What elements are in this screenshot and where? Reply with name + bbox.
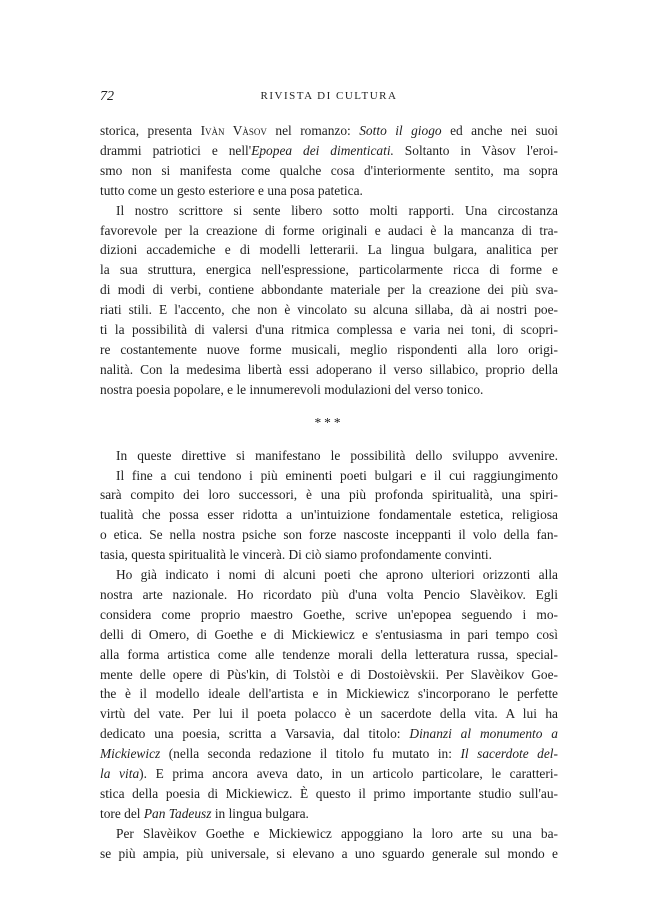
text-line: riati stili. E l'accento, che non è vincolato su alcuna sillaba, dà ai nostri poe- (100, 302, 558, 318)
author-name: Ivàn Vàsov (200, 123, 267, 138)
text-line: re costantemente nuove forme musicali, meglio rispondenti alla loro origi- (100, 341, 558, 357)
article-body (100, 121, 558, 864)
text-line: o etica. Se nella nostra psiche son forze nascoste inceppanti il volo della fan- (100, 527, 558, 543)
text-line: drammi patriotici e nell'Epopea dei dimenticati. Soltanto in Vàsov l'eroi- (100, 142, 559, 158)
text-line: virtù del vate. Per lui il poeta polacco è un sacerdote della vita. A lui ha (100, 706, 558, 722)
text-line: Mickiewicz (nella seconda redazione il titolo fu mutato in: Il sacerdote del- (100, 746, 558, 762)
work-title: Sotto il giogo (359, 123, 442, 138)
text-line: tore del Pan Tadeusz in lingua bulgara. (100, 805, 309, 821)
text-line: In queste direttive si manifestano le possibilità dello sviluppo avvenire. (116, 447, 558, 463)
text-line: dedicato una poesia, scritta a Varsavia, dal titolo: Dinanzi al monumento a (100, 726, 559, 742)
text-line: tasia, questa spiritualità le vincerà. Di ciò siamo profondamente convinti. (100, 547, 492, 563)
text-line: considera come proprio maestro Goethe, scrive un'epopea seguendo i mo- (100, 606, 558, 622)
text-line: storica, presenta Ivàn Vàsov nel romanzo: Sotto il giogo ed anche nei suoi (100, 123, 558, 138)
text-line: delli di Omero, di Goethe e di Mickiewicz e s'entusiasma in pari tempo così (100, 626, 558, 642)
text-line: di modi di verbi, contiene abbondante materiale per la creazione dei più sva- (100, 282, 558, 298)
section-divider: *** (314, 414, 344, 430)
text-line: la sua struttura, energica nell'espressione, particolarmente ricca di forme e (100, 262, 558, 278)
work-title: Pan Tadeusz (143, 805, 212, 821)
text-line: nostra poesia popolare, e le innumerevoli modulazioni del verso tonico. (100, 381, 484, 397)
work-title: Dinanzi al monumento a (409, 726, 559, 742)
text-line: la vita). E prima ancora aveva dato, in un articolo particolare, le caratteri- (100, 766, 558, 782)
text-line: sarà compito dei loro successori, è una più profonda spiritualità, una spiri- (100, 487, 558, 503)
work-title: Il sacerdote del- (460, 746, 558, 762)
text-line: mente delle opere di Pùs'kin, di Tolstòi e di Dostoièvskii. Per Slavèikov Goe- (100, 666, 558, 682)
text-line: smo non si manifesta come qualche cosa d'interiormente sentito, ma sopra (100, 162, 558, 178)
work-title: la vita (100, 766, 140, 782)
text-line: Ho già indicato i nomi di alcuni poeti che aprono ulteriori orizzonti alla (116, 567, 558, 583)
text-line: Il fine a cui tendono i più eminenti poeti bulgari e il cui raggiungimento (116, 467, 558, 483)
page-number: 72 (100, 89, 114, 104)
text-line: Il nostro scrittore si sente libero sotto molti rapporti. Una circostanza (116, 202, 558, 218)
running-header (100, 89, 558, 107)
running-title: RIVISTA DI CULTURA (260, 90, 398, 102)
text-line: ti la possibilità di valersi d'una ritmica complessa e varia nei toni, di scopri- (100, 322, 558, 338)
text-line: stica della poesia di Mickiewicz. È questo il primo importante studio sull'au- (100, 786, 558, 801)
text-line: the è il modello ideale dell'artista e in Mickiewicz s'incorporano le perfette (100, 686, 558, 702)
work-title: Epopea dei dimenticati. (251, 142, 394, 158)
text-line: tualità che possa esser ridotta a un'intuizione fondamentale estetica, religiosa (100, 507, 558, 523)
text-line: nostra arte nazionale. Ho ricordato più d'una volta Pencio Slavèikov. Egli (100, 586, 558, 602)
text-line: nalità. Con la medesima libertà essi adoperano il verso sillabico, proprio della (100, 361, 558, 377)
text-line: se più ampia, più universale, si elevano a uno sguardo generale sul mondo e (100, 845, 558, 861)
text-line: favorevole per la creazione di forme originali e audaci è la mancanza di tra- (100, 222, 558, 238)
work-title: Mickiewicz (100, 746, 161, 762)
text-line: tutto come un gesto esteriore e una posa patetica. (100, 182, 363, 198)
text-line: alla forma artistica come alle tendenze morali della letteratura russa, special- (100, 646, 558, 662)
text-line: Per Slavèikov Goethe e Mickiewicz appoggiano la loro arte su una ba- (116, 825, 558, 841)
text-line: dizioni accademiche e di modelli letterarii. La lingua bulgara, analitica per (100, 242, 558, 258)
